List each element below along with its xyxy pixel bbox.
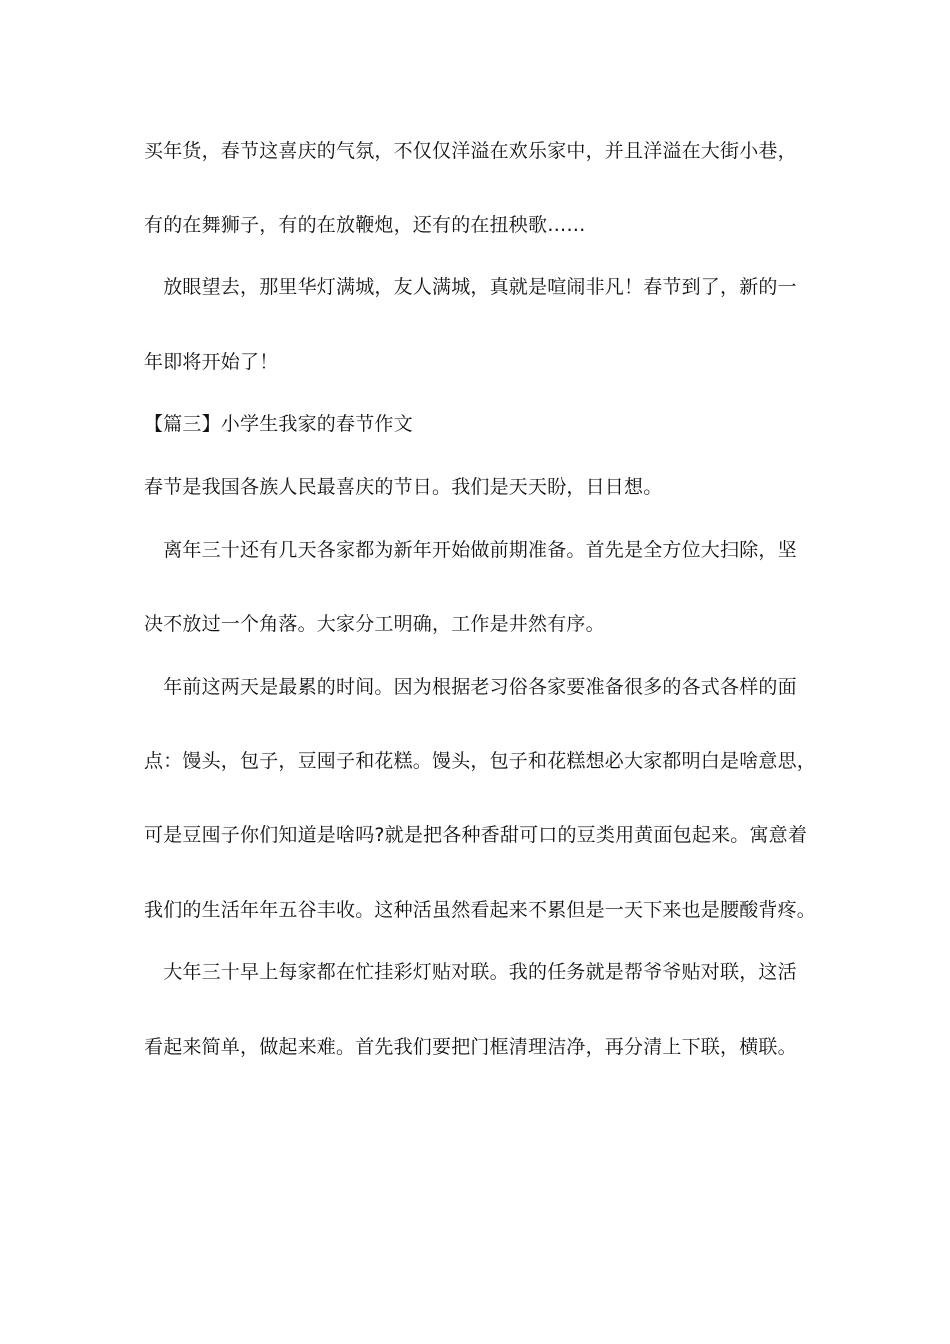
paragraph-line: 离年三十还有几天各家都为新年开始做前期准备。首先是全方位大扫除，坚 [144,539,797,561]
paragraph-line: 我们的生活年年五谷丰收。这种活虽然看起来不累但是一天下来也是腰酸背疼。 [144,899,817,921]
paragraph-line: 春节是我国各族人民最喜庆的节日。我们是天天盼，日日想。 [144,476,663,498]
paragraph-line: 看起来简单，做起来难。首先我们要把门框清理洁净，再分清上下联，横联。 [144,1036,797,1058]
paragraph-line: 买年货，春节这喜庆的气氛，不仅仅洋溢在欢乐家中，并且洋溢在大街小巷， [144,140,797,162]
paragraph-line: 年即将开始了！ [144,351,279,373]
section-heading: 【篇三】小学生我家的春节作文 [144,413,413,435]
paragraph-line: 年前这两天是最累的时间。因为根据老习俗各家要准备很多的各式各样的面 [144,676,797,698]
paragraph-line: 可是豆囤子你们知道是啥吗?就是把各种香甜可口的豆类用黄面包起来。寓意着 [144,824,808,846]
paragraph-line: 放眼望去，那里华灯满城，友人满城，真就是喧闹非凡！春节到了，新的一 [144,276,797,298]
paragraph-line: 大年三十早上每家都在忙挂彩灯贴对联。我的任务就是帮爷爷贴对联，这活 [144,961,797,983]
paragraph-line: 点：馒头，包子，豆囤子和花糕。馒头，包子和花糕想必大家都明白是啥意思， [144,750,817,772]
paragraph-line: 决不放过一个角落。大家分工明确，工作是井然有序。 [144,613,605,635]
paragraph-line: 有的在舞狮子，有的在放鞭炮，还有的在扭秧歌…… [144,214,586,236]
